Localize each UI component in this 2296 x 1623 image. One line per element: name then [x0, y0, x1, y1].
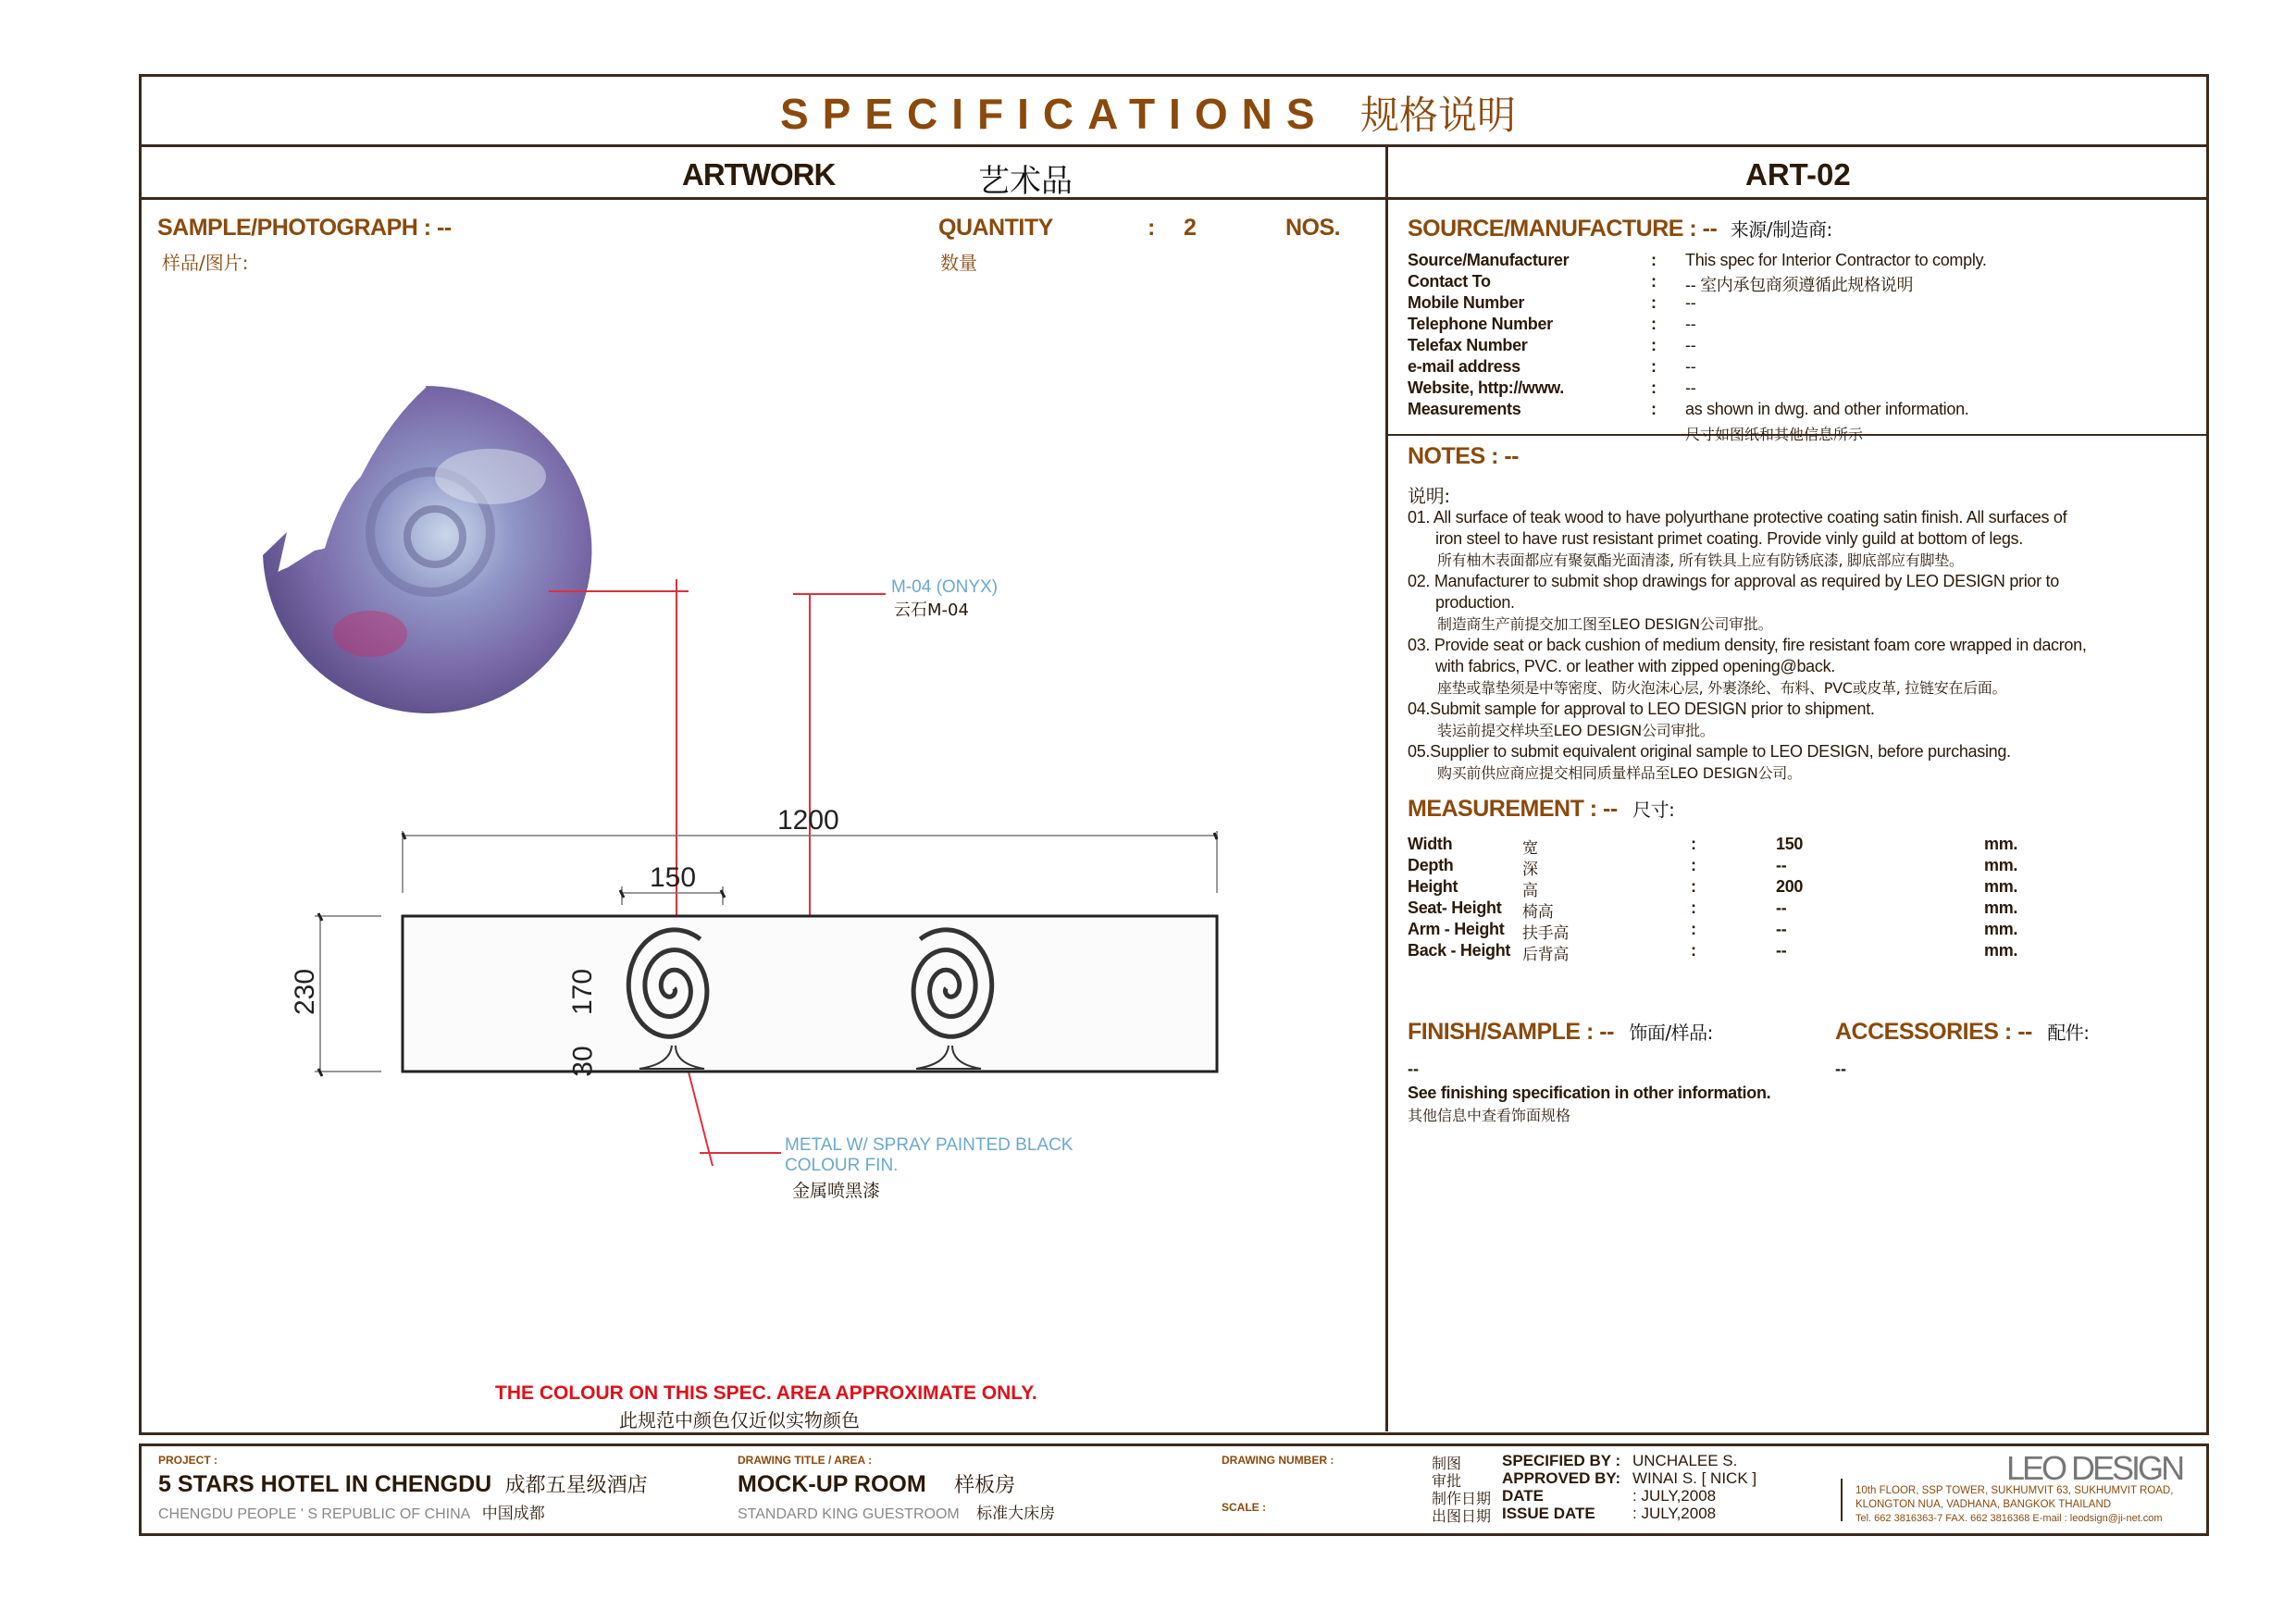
measurement-colon: : [1691, 941, 1696, 960]
note-line-cn: 制造商生产前提交加工图至LEO DESIGN公司审批。 [1437, 615, 1773, 633]
measurement-label-cn: 深 [1522, 861, 1538, 879]
measurement-colon: : [1691, 920, 1696, 938]
page-title [0, 85, 2296, 141]
note-line: with fabrics, PVC. or leather with zipped opening@back. [1435, 657, 1835, 675]
finish-value: -- [1408, 1059, 1419, 1078]
quantity-value: 2 [1184, 215, 1197, 241]
measurement-colon: : [1691, 835, 1696, 853]
credit-label-cn: 审批 [1432, 1472, 1462, 1490]
footer-separator [1841, 1479, 1843, 1521]
source-heading-en: SOURCE/MANUFACTURE : -- [1408, 216, 1718, 242]
note-line-cn: 座垫或靠垫须是中等密度、防火泡沫心层, 外裹涤纶、布料、PVC或皮革, 拉链安在后面。 [1437, 679, 2007, 697]
credit-label-cn: 制图 [1432, 1455, 1462, 1472]
title-cn: 规格说明 [1359, 93, 1516, 138]
source-row-value: -- 室内承包商须遵循此规格说明 [1685, 276, 1914, 294]
drawing-area-en: STANDARD KING GUESTROOM [738, 1506, 960, 1522]
measurement-value: -- [1776, 920, 1787, 938]
measurement-label: Arm - Height [1408, 920, 1505, 938]
drawing-area [738, 1500, 1055, 1523]
finish-note: See finishing specification in other information. [1408, 1084, 1771, 1102]
drawing-title-label: DRAWING TITLE / AREA : [738, 1454, 873, 1467]
source-row-colon: : [1651, 293, 1657, 312]
credit-label-cn: 制作日期 [1432, 1490, 1492, 1507]
dim-motif-width: 150 [650, 862, 697, 893]
source-row-value: -- [1685, 315, 1696, 333]
metal-callout-cn: 金属喷黑漆 [792, 1181, 881, 1201]
note-item [1408, 699, 2185, 741]
measurement-unit: mm. [1984, 898, 2018, 917]
company-logo: LEO DESIGN [2006, 1449, 2183, 1487]
project-location-en: CHENGDU PEOPLE ' S REPUBLIC OF CHINA [158, 1506, 471, 1522]
quantity-colon: : [1148, 215, 1155, 241]
project-name [158, 1469, 648, 1498]
credit-label-cn: 出图日期 [1432, 1507, 1492, 1525]
title-divider [139, 144, 2206, 147]
dim-overall-height: 230 [290, 968, 321, 1016]
material-callout: M-04 (ONYX) [891, 577, 999, 597]
measurement-colon: : [1691, 898, 1696, 917]
title-en: SPECIFICATIONS [780, 90, 1329, 138]
drawing-title [738, 1469, 1015, 1498]
credit-value: : JULY,2008 [1632, 1487, 1717, 1505]
metal-callout-line2: COLOUR FIN. [785, 1156, 899, 1175]
measurement-heading-en: MEASUREMENT : -- [1408, 796, 1618, 822]
colour-disclaimer: THE COLOUR ON THIS SPEC. AREA APPROXIMATE ONLY. [495, 1382, 1037, 1404]
project-name-cn: 成都五星级酒店 [504, 1474, 648, 1497]
note-line: 03. Provide seat or back cushion of medium density, fire resistant foam core wrapped in dacron, [1408, 636, 2087, 654]
credit-value: UNCHALEE S. [1632, 1452, 1738, 1469]
measurement-colon: : [1691, 856, 1696, 874]
quantity-unit: NOS. [1285, 215, 1341, 241]
measurement-heading [1408, 795, 1674, 823]
credit-label: SPECIFIED BY : [1502, 1452, 1621, 1469]
sample-photograph-label: SAMPLE/PHOTOGRAPH : -- [157, 215, 452, 241]
accessories-heading-cn: 配件: [2047, 1022, 2090, 1044]
colour-disclaimer-cn: 此规范中颜色仅近似实物颜色 [619, 1409, 860, 1431]
company-contact: Tel. 662 3816363-7 FAX. 662 3816368 E-mail : leodsign@ji-net.com [1855, 1513, 2163, 1524]
source-row-colon: : [1651, 357, 1657, 376]
dim-overall-width: 1200 [777, 805, 839, 836]
drawing-area-cn: 标准大床房 [976, 1505, 1056, 1523]
source-row-colon: : [1651, 378, 1657, 397]
leader-line [549, 590, 689, 592]
measurement-value: -- [1776, 898, 1787, 917]
company-address-1: 10th FLOOR, SSP TOWER, SUKHUMVIT 63, SUKHUMVIT ROAD, [1855, 1485, 2174, 1496]
notes-heading-cn: 说明: [1408, 485, 1450, 507]
credit-value: : JULY,2008 [1632, 1505, 1717, 1522]
source-row-label: Measurements [1408, 400, 1521, 418]
measurement-unit: mm. [1984, 877, 2018, 896]
measurement-value: -- [1776, 856, 1787, 874]
measurement-value: -- [1776, 941, 1787, 960]
source-row-label: Contact To [1408, 272, 1491, 291]
material-callout-cn: 云石M-04 [894, 601, 969, 620]
note-item [1408, 507, 2185, 571]
subheader-divider [139, 197, 2206, 200]
note-line: iron steel to have rust resistant primet coating. Provide vinly guild at bottom of legs. [1435, 529, 2023, 548]
notes-list [1408, 486, 2185, 784]
measurement-label-cn: 扶手高 [1522, 924, 1570, 943]
note-item [1408, 571, 2185, 635]
source-row-value: as shown in dwg. and other information. [1685, 400, 1969, 418]
source-heading-cn: 来源/制造商: [1730, 218, 1832, 241]
dim-base-height: 30 [567, 1046, 599, 1077]
finish-heading-en: FINISH/SAMPLE : -- [1408, 1019, 1614, 1045]
measurement-unit: mm. [1984, 856, 2018, 874]
finish-heading-cn: 饰面/样品: [1629, 1022, 1713, 1044]
project-location [158, 1500, 545, 1523]
note-line-cn: 购买前供应商应提交相同质量样品至LEO DESIGN公司。 [1437, 764, 1802, 782]
onyx-panel [403, 916, 1217, 1072]
note-item [1408, 635, 2185, 699]
note-line: 02. Manufacturer to submit shop drawings for approval as required by LEO DESIGN prior to [1408, 572, 2059, 590]
measurement-label: Depth [1408, 856, 1454, 874]
measurement-label-cn: 宽 [1522, 839, 1538, 858]
note-line-cn: 所有柚木表面都应有聚氨酯光面清漆, 所有铁具上应有防锈底漆, 脚底部应有脚垫。 [1437, 551, 1964, 569]
measurement-label: Height [1408, 877, 1458, 896]
measurement-colon: : [1691, 877, 1696, 896]
project-location-cn: 中国成都 [481, 1505, 545, 1523]
sample-photo [250, 375, 602, 726]
note-line: 04.Submit sample for approval to LEO DESIGN prior to shipment. [1408, 700, 1875, 718]
spec-code: ART-02 [1745, 157, 1851, 192]
source-row-value: -- [1685, 293, 1696, 312]
drawing-title-cn: 样板房 [954, 1474, 1016, 1497]
credit-label: APPROVED BY: [1502, 1469, 1621, 1487]
source-row-colon: : [1651, 272, 1657, 291]
source-row-label: Mobile Number [1408, 293, 1525, 312]
project-label: PROJECT : [158, 1454, 218, 1467]
source-row-label: e-mail address [1408, 357, 1520, 376]
credit-value: WINAI S. [ NICK ] [1632, 1469, 1757, 1487]
note-line: production. [1435, 593, 1515, 612]
drawing-number-label: DRAWING NUMBER : [1222, 1454, 1334, 1467]
leader-line [793, 593, 886, 595]
metal-callout-line1: METAL W/ SPRAY PAINTED BLACK [785, 1135, 1074, 1155]
measurement-value: 150 [1776, 835, 1804, 853]
elevation-drawing [278, 796, 1259, 1092]
note-line-cn: 装运前提交样块至LEO DESIGN公司审批。 [1437, 722, 1715, 739]
source-row-label: Website, http://www. [1408, 378, 1564, 397]
project-name-en: 5 STARS HOTEL IN CHENGDU [158, 1471, 492, 1497]
measurement-heading-cn: 尺寸: [1632, 799, 1675, 821]
measurement-label: Seat- Height [1408, 898, 1502, 917]
scale-label: SCALE : [1222, 1501, 1266, 1514]
source-row-label: Source/Manufacturer [1408, 251, 1570, 269]
source-row-label: Telephone Number [1408, 315, 1553, 333]
measurement-label-cn: 后背高 [1522, 946, 1570, 964]
source-row-colon: : [1651, 251, 1657, 269]
note-line: 05.Supplier to submit equivalent original sample to LEO DESIGN, before purchasing. [1408, 742, 2011, 761]
measurement-unit: mm. [1984, 941, 2018, 960]
measurement-label-cn: 高 [1522, 882, 1538, 900]
quantity-label: QUANTITY [938, 215, 1053, 241]
note-line: 01. All surface of teak wood to have polyurthane protective coating satin finish. All surfaces of [1408, 508, 2067, 527]
source-row-colon: : [1651, 336, 1657, 354]
finish-note-cn: 其他信息中查看饰面规格 [1408, 1107, 1571, 1124]
measurement-unit: mm. [1984, 835, 2018, 853]
quantity-label-cn: 数量 [940, 252, 977, 274]
accessories-heading [1835, 1018, 2090, 1046]
category-title: ARTWORK [682, 157, 836, 192]
measurement-label: Back - Height [1408, 941, 1511, 960]
column-divider [1385, 144, 1388, 1431]
measurements-cn: 尺寸如图纸和其他信息所示 [1685, 426, 1864, 443]
dim-motif-height: 170 [567, 968, 599, 1016]
notes-heading: NOTES : -- [1408, 443, 1519, 469]
source-row-value: -- [1685, 378, 1696, 397]
measurement-value: 200 [1776, 877, 1804, 896]
source-row-value: -- [1685, 357, 1696, 376]
accessories-value: -- [1835, 1059, 1846, 1078]
measurement-label-cn: 椅高 [1522, 903, 1554, 922]
category-title-cn: 艺术品 [978, 163, 1073, 200]
source-row-colon: : [1651, 400, 1657, 418]
measurement-label: Width [1408, 835, 1453, 853]
source-row-colon: : [1651, 315, 1657, 333]
credit-label: ISSUE DATE [1502, 1505, 1595, 1522]
source-heading [1408, 215, 1832, 242]
source-row-label: Telefax Number [1408, 336, 1528, 354]
note-item [1408, 741, 2185, 784]
source-row-value: -- [1685, 336, 1696, 354]
company-address-2: KLONGTON NUA, VADHANA, BANGKOK THAILAND [1855, 1499, 2112, 1510]
measurement-unit: mm. [1984, 920, 2018, 938]
finish-heading [1408, 1018, 1713, 1046]
credit-label: DATE [1502, 1487, 1545, 1505]
sample-photograph-label-cn: 样品/图片: [162, 252, 249, 274]
drawing-title-en: MOCK-UP ROOM [738, 1471, 926, 1497]
accessories-heading-en: ACCESSORIES : -- [1835, 1019, 2032, 1045]
source-row-value: This spec for Interior Contractor to comply. [1685, 251, 1987, 269]
